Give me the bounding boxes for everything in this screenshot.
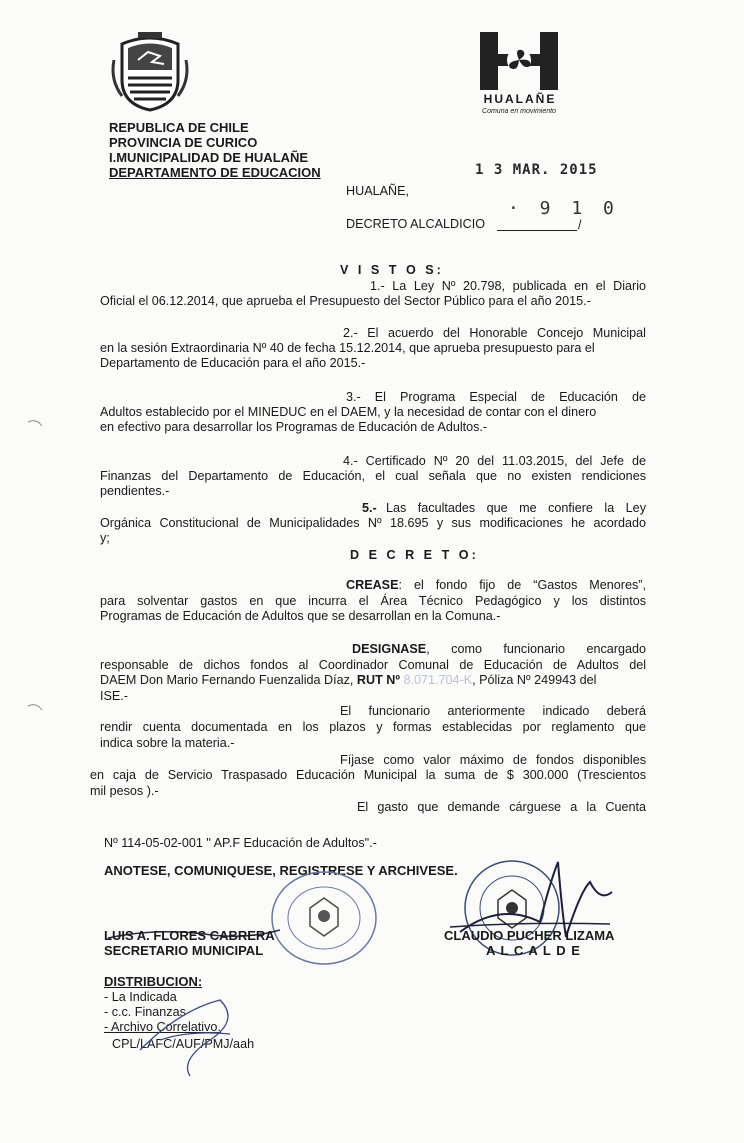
designase-first — [352, 642, 646, 656]
header-republic: REPUBLICA DE CHILE — [109, 120, 249, 135]
visto-4-line3: pendientes.- — [100, 484, 170, 498]
rut-label: RUT Nº — [356, 673, 400, 687]
visto-5-line2: Orgánica Constitucional de Municipalidades Nº 18.695 y sus modificaciones he acordado — [100, 516, 646, 530]
place-label: HUALAÑE, — [346, 184, 409, 198]
distribution-item-3: - Archivo Correlativo. — [104, 1020, 221, 1034]
visto-1-line2: Oficial el 06.12.2014, que aprueba el Presupuesto del Sector Público para el año 2015.- — [100, 294, 591, 308]
gasto-first: El gasto que demande cárguese a la Cuenta — [357, 800, 646, 814]
visto-5-number: 5.- — [362, 501, 377, 515]
visto-3-first: 3.- El Programa Especial de Educación de — [346, 390, 646, 404]
punch-hole-mark-bottom — [24, 700, 44, 720]
designase-first-text: , como funcionario encargado — [426, 642, 646, 656]
hualane-brand-logo — [470, 30, 565, 122]
visto-1-first: 1.- La Ley Nº 20.798, publicada en el Diario — [370, 279, 646, 293]
crease-line3: Programas de Educación de Adultos que se desarrollan en la Comuna.- — [100, 609, 501, 623]
fijase-line2: en caja de Servicio Traspasado Educación Municipal la suma de $ 300.000 (Trescientos — [90, 768, 646, 782]
fijase-line3: mil pesos ).- — [90, 784, 159, 798]
punch-hole-mark-top — [24, 416, 44, 436]
coat-of-arms-logo — [108, 30, 192, 114]
date-stamp: 1 3 MAR. 2015 — [475, 162, 598, 178]
rut-value: 8.071.704-K — [399, 673, 473, 687]
secretario-name: LUIS A. FLORES CABRERA — [104, 928, 275, 943]
decree-number-line — [497, 230, 577, 231]
brand-tagline: Comuna en movimiento — [482, 108, 556, 115]
visto-2-line2: en la sesión Extraordinaria Nº 40 de fecha 15.12.2014, que aprueba presupuesto para el — [100, 341, 595, 355]
visto-2-first: 2.- El acuerdo del Honorable Concejo Municipal — [343, 326, 646, 340]
funcionario-first: El funcionario anteriormente indicado deberá — [340, 704, 646, 718]
visto-4-line2: Finanzas del Departamento de Educación, el cual señala que no existen rendiciones — [100, 469, 646, 483]
designase-line3 — [100, 673, 646, 687]
crease-keyword: CREASE — [346, 578, 399, 592]
decree-number: · 9 1 0 — [508, 198, 619, 219]
decreto-heading: D E C R E T O: — [350, 548, 479, 562]
designase-line4: ISE.- — [100, 689, 128, 703]
visto-3-line2: Adultos establecido por el MINEDUC en el DAEM, y la necesidad de contar con el dinero — [100, 405, 597, 419]
distribution-item-2: - c.c. Finanzas — [104, 1005, 186, 1019]
designase-keyword: DESIGNASE — [352, 642, 427, 656]
alcalde-title: A L C A L D E — [486, 943, 581, 958]
designase-line3-b: , Póliza Nº 249943 del — [472, 673, 597, 687]
visto-3-line3: en efectivo para desarrollar los Programas de Educación de Adultos.- — [100, 420, 488, 434]
brand-name: HUALAÑE — [483, 92, 557, 106]
funcionario-line2: rendir cuenta documentada en los plazos y formas establecidas por reglamento que — [100, 720, 646, 734]
secretario-seal — [268, 868, 380, 968]
decree-slash: / — [578, 218, 582, 232]
fijase-first: Fíjase como valor máximo de fondos disponibles — [340, 753, 646, 767]
crease-first — [346, 578, 646, 592]
header-municipality: I.MUNICIPALIDAD DE HUALAÑE — [109, 150, 309, 165]
decree-label: DECRETO ALCALDICIO — [346, 217, 486, 231]
designase-line2: responsable de dichos fondos al Coordinador Comunal de Educación de Adultos del — [100, 658, 646, 672]
initials-pen-scribble — [120, 990, 250, 1080]
distribution-initials: CPL/LAFC/AUF/PMJ/aah — [112, 1037, 255, 1051]
visto-5-first: Las facultades que me confiere la Ley — [386, 501, 646, 515]
secretario-title: SECRETARIO MUNICIPAL — [104, 943, 264, 958]
visto-4-first: 4.- Certificado Nº 20 del 11.03.2015, del Jefe de — [343, 454, 646, 468]
distribution-heading: DISTRIBUCION: — [104, 974, 203, 989]
designase-line3-a: DAEM Don Mario Fernando Fuenzalida Díaz, — [100, 673, 357, 687]
alcalde-name: CLAUDIO PUCHER LIZAMA — [444, 928, 615, 943]
visto-5-line3: y; — [100, 531, 110, 545]
funcionario-line3: indica sobre la materia.- — [100, 736, 235, 750]
header-province: PROVINCIA DE CURICO — [109, 135, 258, 150]
crease-first-text: : el fondo fijo de “Gastos Menores”, — [398, 578, 646, 592]
visto-2-line3: Departamento de Educación para el año 2015.- — [100, 356, 366, 370]
vistos-heading: V I S T O S: — [340, 263, 444, 277]
cuenta-line: Nº 114-05-02-001 " AP.F Educación de Adultos".- — [104, 836, 377, 850]
header-department: DEPARTAMENTO DE EDUCACION — [109, 165, 321, 180]
crease-line2: para solventar gastos en que incurra el Área Técnico Pedagógico y los distintos — [100, 594, 646, 608]
distribution-item-1: - La Indicada — [104, 990, 177, 1004]
closing-text: ANOTESE, COMUNIQUESE, REGISTRESE Y ARCHIVESE. — [104, 863, 458, 878]
